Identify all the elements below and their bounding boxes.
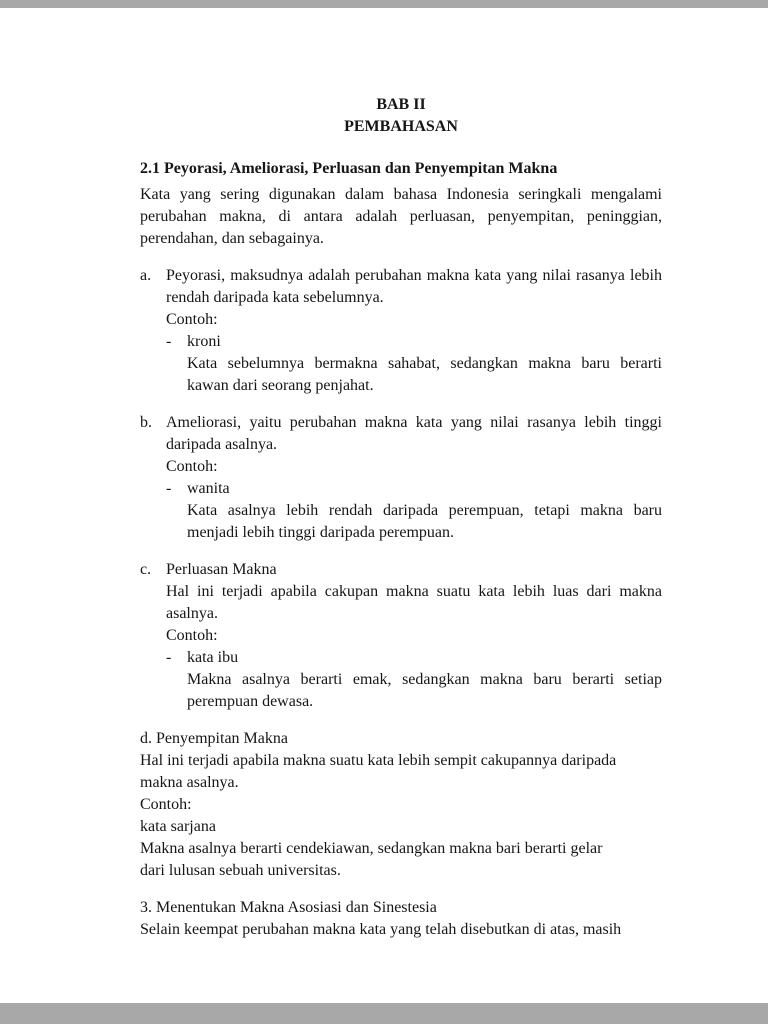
document-page xyxy=(0,8,768,1003)
example-term: wanita xyxy=(187,480,230,497)
section-3-line: 3. Menentukan Makna Asosiasi dan Sinestesia xyxy=(140,899,437,916)
item-text: Ameliorasi, yaitu perubahan makna kata yang nilai rasanya lebih tinggi daripada asalnya. xyxy=(166,414,662,453)
list-item-c xyxy=(140,559,662,713)
example xyxy=(166,647,662,713)
item-title: Perluasan Makna xyxy=(166,561,277,578)
example xyxy=(166,478,662,544)
item-text: Hal ini terjadi apabila cakupan makna suatu kata lebih luas dari makna asalnya. xyxy=(166,583,662,622)
section-d-line: d. Penyempitan Makna xyxy=(140,730,288,747)
chapter-subtitle: PEMBAHASAN xyxy=(344,118,458,135)
chapter-title: BAB II xyxy=(376,96,426,113)
example-body xyxy=(187,331,662,397)
section-3-line: Selain keempat perubahan makna kata yang telah disebutkan di atas, masih xyxy=(140,921,622,938)
section-d-line: Hal ini terjadi apabila makna suatu kata lebih sempit cakupannya daripada xyxy=(140,752,617,769)
intro-paragraph: Kata yang sering digunakan dalam bahasa Indonesia seringkali mengalami perubahan makna, di antara adalah perluasan, penyempitan, peninggian, perendahan, dan sebagainya. xyxy=(140,186,662,247)
section-d-line: dari lulusan sebuah universitas. xyxy=(140,862,341,879)
example xyxy=(166,331,662,397)
example-dash: - xyxy=(166,480,172,497)
contoh-label: Contoh: xyxy=(166,458,218,475)
example-desc: Kata asalnya lebih rendah daripada perempuan, tetapi makna baru menjadi lebih tinggi daripada perempuan. xyxy=(187,502,662,541)
item-body xyxy=(166,265,662,397)
example-term: kroni xyxy=(187,333,221,350)
item-marker: a. xyxy=(140,267,152,284)
item-body xyxy=(166,559,662,713)
section-d-line: Makna asalnya berarti cendekiawan, sedangkan makna bari berarti gelar xyxy=(140,840,603,857)
example-term: kata ibu xyxy=(187,649,239,666)
section-d-line: Contoh: xyxy=(140,796,192,813)
example-desc: Kata sebelumnya bermakna sahabat, sedangkan makna baru berarti kawan dari seorang penjahat. xyxy=(187,355,662,394)
item-text: Peyorasi, maksudnya adalah perubahan makna kata yang nilai rasanya lebih rendah daripada kata sebelumnya. xyxy=(166,267,662,306)
example-body xyxy=(187,478,662,544)
section-heading: 2.1 Peyorasi, Ameliorasi, Perluasan dan Penyempitan Makna xyxy=(140,160,558,177)
list-item-a xyxy=(140,265,662,397)
section-d xyxy=(140,728,662,882)
contoh-label: Contoh: xyxy=(166,627,218,644)
document-title xyxy=(140,94,662,138)
item-body xyxy=(166,412,662,544)
section-d-line: kata sarjana xyxy=(140,818,216,835)
example-dash: - xyxy=(166,333,172,350)
section-3 xyxy=(140,897,662,941)
example-dash: - xyxy=(166,649,172,666)
item-marker: c. xyxy=(140,561,152,578)
list-item-b xyxy=(140,412,662,544)
section-d-line: makna asalnya. xyxy=(140,774,239,791)
item-marker: b. xyxy=(140,414,152,431)
example-body xyxy=(187,647,662,713)
example-desc: Makna asalnya berarti emak, sedangkan makna baru berarti setiap perempuan dewasa. xyxy=(187,671,662,710)
contoh-label: Contoh: xyxy=(166,311,218,328)
